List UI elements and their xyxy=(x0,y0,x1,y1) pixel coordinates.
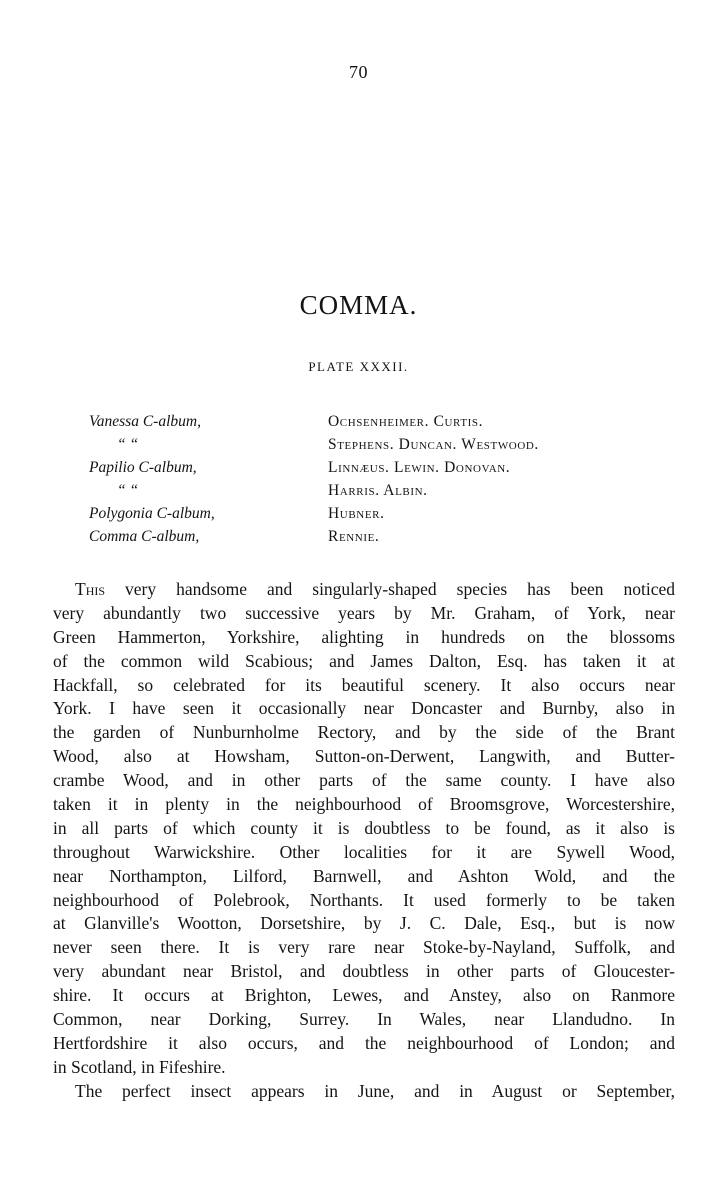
synonymy-row xyxy=(0,459,727,482)
authorities: Ochsenheimer. Curtis. xyxy=(328,413,484,430)
text-line: shire. It occurs at Brighton, Lewes, and Anstey, also on Ranmore xyxy=(53,985,675,1006)
page-number: 70 xyxy=(349,62,368,82)
synonymy-row xyxy=(0,413,727,436)
text-line: Hertfordshire it also occurs, and the neighbourhood of London; and xyxy=(53,1032,675,1053)
synonymy-row xyxy=(0,436,727,459)
text-line: York. I have seen it occasionally near Doncaster and Burnby, also in xyxy=(53,698,675,719)
authorities: Linnæus. Lewin. Donovan. xyxy=(328,459,511,476)
text-line: Wood, also at Howsham, Sutton-on-Derwent, Langwith, and Butter- xyxy=(53,746,675,767)
text-line xyxy=(53,578,675,602)
synonymy-row xyxy=(0,505,727,528)
species-name: Papilio C-album, xyxy=(89,459,197,476)
text-line: Hackfall, so celebrated for its beautiful scenery. It also occurs near xyxy=(53,674,675,695)
text-line: throughout Warwickshire. Other localities for it are Sywell Wood, xyxy=(53,841,675,862)
text-line: taken it in plenty in the neighbourhood of Broomsgrove, Worcestershire, xyxy=(53,794,675,815)
authorities: Rennie. xyxy=(328,528,380,545)
species-name: Comma C-album, xyxy=(89,528,200,545)
authorities: Stephens. Duncan. Westwood. xyxy=(328,436,539,453)
text-line: neighbourhood of Polebrook, Northants. It used formerly to be taken xyxy=(53,889,675,910)
page-title: COMMA. xyxy=(299,290,418,320)
authorities: Harris. Albin. xyxy=(328,482,428,499)
text-line: Green Hammerton, Yorkshire, alighting in hundreds on the blossoms xyxy=(53,626,675,647)
text-line: very abundantly two successive years by Mr. Graham, of York, near xyxy=(53,602,675,623)
text-line: crambe Wood, and in other parts of the same county. I have also xyxy=(53,770,675,791)
body-text xyxy=(53,578,675,1104)
text-line: of the common wild Scabious; and James Dalton, Esq. has taken it at xyxy=(53,650,675,671)
text-line: near Northampton, Lilford, Barnwell, and Ashton Wold, and the xyxy=(53,865,675,886)
text-line: in Scotland, in Fifeshire. xyxy=(53,1056,226,1077)
synonymy-row xyxy=(0,482,727,505)
plate-reference: PLATE XXXII. xyxy=(308,359,409,374)
text-line: very abundant near Bristol, and doubtless in other parts of Gloucester- xyxy=(53,961,675,982)
text-line: at Glanville's Wootton, Dorsetshire, by J. C. Dale, Esq., but is now xyxy=(53,913,675,934)
species-name: “ “ xyxy=(117,482,139,499)
first-word: This xyxy=(75,579,106,599)
text-line: never seen there. It is very rare near Stoke-by-Nayland, Suffolk, and xyxy=(53,937,675,958)
species-name: Vanessa C-album, xyxy=(89,413,201,430)
text-line: Common, near Dorking, Surrey. In Wales, near Llandudno. In xyxy=(53,1009,675,1030)
text-line: in all parts of which county it is doubtless to be found, as it also is xyxy=(53,817,675,838)
text-line-rest: very handsome and singularly-shaped species has been noticed xyxy=(105,579,675,599)
synonymy-row xyxy=(0,528,727,551)
species-name: “ “ xyxy=(117,436,139,453)
text-line: the garden of Nunburnholme Rectory, and by the side of the Brant xyxy=(53,722,675,743)
species-name: Polygonia C-album, xyxy=(89,505,215,522)
authorities: Hubner. xyxy=(328,505,385,522)
text-line: The perfect insect appears in June, and in August or September, xyxy=(75,1080,675,1101)
